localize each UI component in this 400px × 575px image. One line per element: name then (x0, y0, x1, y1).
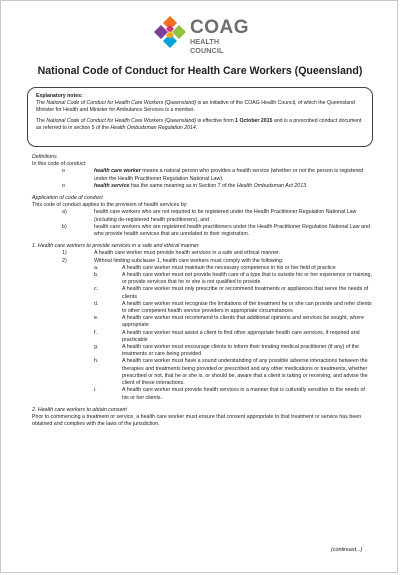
subclause-marker: b. (94, 272, 99, 279)
subclause-marker: g. (94, 344, 99, 351)
subclause-text: A health care worker must recognise the limitations of the treatment he or she can provide and refer clients to other competent health service providers in appropriate circumstances (122, 300, 372, 315)
bullet-marker: o (62, 182, 65, 189)
definition-item (32, 183, 372, 190)
definitions-intro: In this code of conduct: (32, 161, 87, 168)
subclause-text: A health care worker must encourage clients to inform their treating medical practitioner (if any) of the treatments or care being provided (122, 344, 359, 358)
list-marker: b) (62, 223, 67, 230)
clause-text: A health care worker must provide health services in a safe and ethical manner. (94, 250, 281, 257)
application-intro: This code of conduct applies to the provision of health services by: (32, 202, 188, 209)
logo-wordmark: COAG (190, 17, 249, 38)
notes-paragraph-2: The National Code of Conduct for Health Care Workers (Queensland) is effective from 1 October 2015 and is a prescribed conduct document as referred to in section 5 of the Health Ombudsman Regulation 2014. (36, 118, 362, 131)
subclause-text: A health care worker must not provide health care of a type that is outside his or her experience or training, or provide services that he or she is not qualified to provide (122, 272, 372, 286)
explanatory-notes-box (27, 87, 373, 147)
subclause-marker: a. (94, 264, 99, 271)
application-heading: Application of code of conduct (32, 195, 103, 202)
subclause-text: A health care worker must maintain the necessary competence in his or her field of practice (122, 264, 336, 271)
subclause-marker: h. (94, 358, 99, 365)
clause-item (32, 250, 372, 257)
subclause-text: A health care worker must have a sound understanding of any possible adverse interactions between the therapies and treatments being provided or prescribed and any other medications or treatments, whether prescribed or not, that he or she is, or should be, aware that a client is taking or receiving, and advise the client of these interactions. (122, 358, 368, 387)
subclause-item (32, 358, 372, 387)
definitions-heading: Definitions (32, 154, 57, 160)
continued-note: (continued...) (331, 547, 363, 553)
subclause-item (32, 330, 372, 344)
subclause-item (32, 272, 372, 286)
list-marker: a) (62, 209, 67, 216)
definition-text: health service has the same meaning as in Section 7 of the Health Ombudsman Act 2013. (94, 182, 308, 189)
subclause-text: A health care worker must provide health services in a manner that is culturally sensitive to the needs of his or her clients. (122, 387, 365, 401)
subclause-text: A health care worker must assist a client to find other appropriate health care services, if required and practicable (122, 329, 360, 343)
subclause-text: A health care worker must recommend to clients that additional opinions and services be sought, where appropriate (122, 315, 365, 329)
subclause-item (32, 344, 372, 358)
subclause-marker: i. (94, 387, 97, 394)
application-item-text: health care workers who are not required to be registered under the Health Practitioner Regulation National Law (including de-registered health practitioners), and (94, 209, 357, 223)
section-2-text: Prior to commencing a treatment or service, a health care worker must ensure that consent appropriate to that treatment or service has been obtained and complies with the laws of the jurisdiction. (32, 413, 362, 428)
subclause-item (32, 387, 372, 401)
clause-marker: 1) (62, 250, 67, 257)
clause-marker: 2) (62, 257, 67, 264)
subclause-item (32, 286, 372, 300)
subclause-marker: f. (94, 329, 97, 336)
application-item-text: health care workers who are registered health practitioners under the Health Practitioner Regulation National Law and who provide health services that are unrelated to their registration. (94, 223, 370, 238)
document-body (32, 154, 372, 428)
subclause-item (32, 315, 372, 329)
definition-item (32, 168, 372, 182)
coag-logo (152, 15, 249, 55)
application-item (32, 224, 372, 238)
subclause-item (32, 301, 372, 315)
notes-heading: Explanatory notes: (36, 93, 83, 99)
bullet-marker: o (62, 168, 65, 175)
clause-text: Without limiting subclause 1, health care workers must comply with the following: (94, 257, 284, 264)
application-item (32, 209, 372, 223)
subclause-marker: d. (94, 300, 99, 307)
subclause-text: A health care worker must only prescribe or recommend treatments or appliances that serve the needs of clients (122, 286, 369, 300)
clause-item (32, 258, 372, 265)
logo-subtitle: HEALTH COUNCIL (190, 37, 224, 55)
section-2-heading: 2. Health care workers to obtain consent (32, 406, 127, 413)
section-1-heading: 1. Health care workers to provide services in a safe and ethical manner (32, 243, 199, 250)
subclause-item (32, 265, 372, 272)
coag-logo-icon (152, 15, 188, 51)
definition-text: health care worker means a natural person who provides a health service (whether or not the person is registered under the Health Practitioner Regulation National Law). (94, 168, 364, 182)
subclause-marker: c. (94, 286, 99, 293)
notes-paragraph-1: The National Code of Conduct for Health Care Workers (Queensland) is an initiative of the COAG Health Council, of which the Queensland Minister for Health and Minister for Ambulance Services is a member. (36, 100, 355, 113)
subclause-marker: e. (94, 315, 99, 322)
document-title: National Code of Conduct for Health Care Workers (Queensland) (37, 65, 363, 77)
